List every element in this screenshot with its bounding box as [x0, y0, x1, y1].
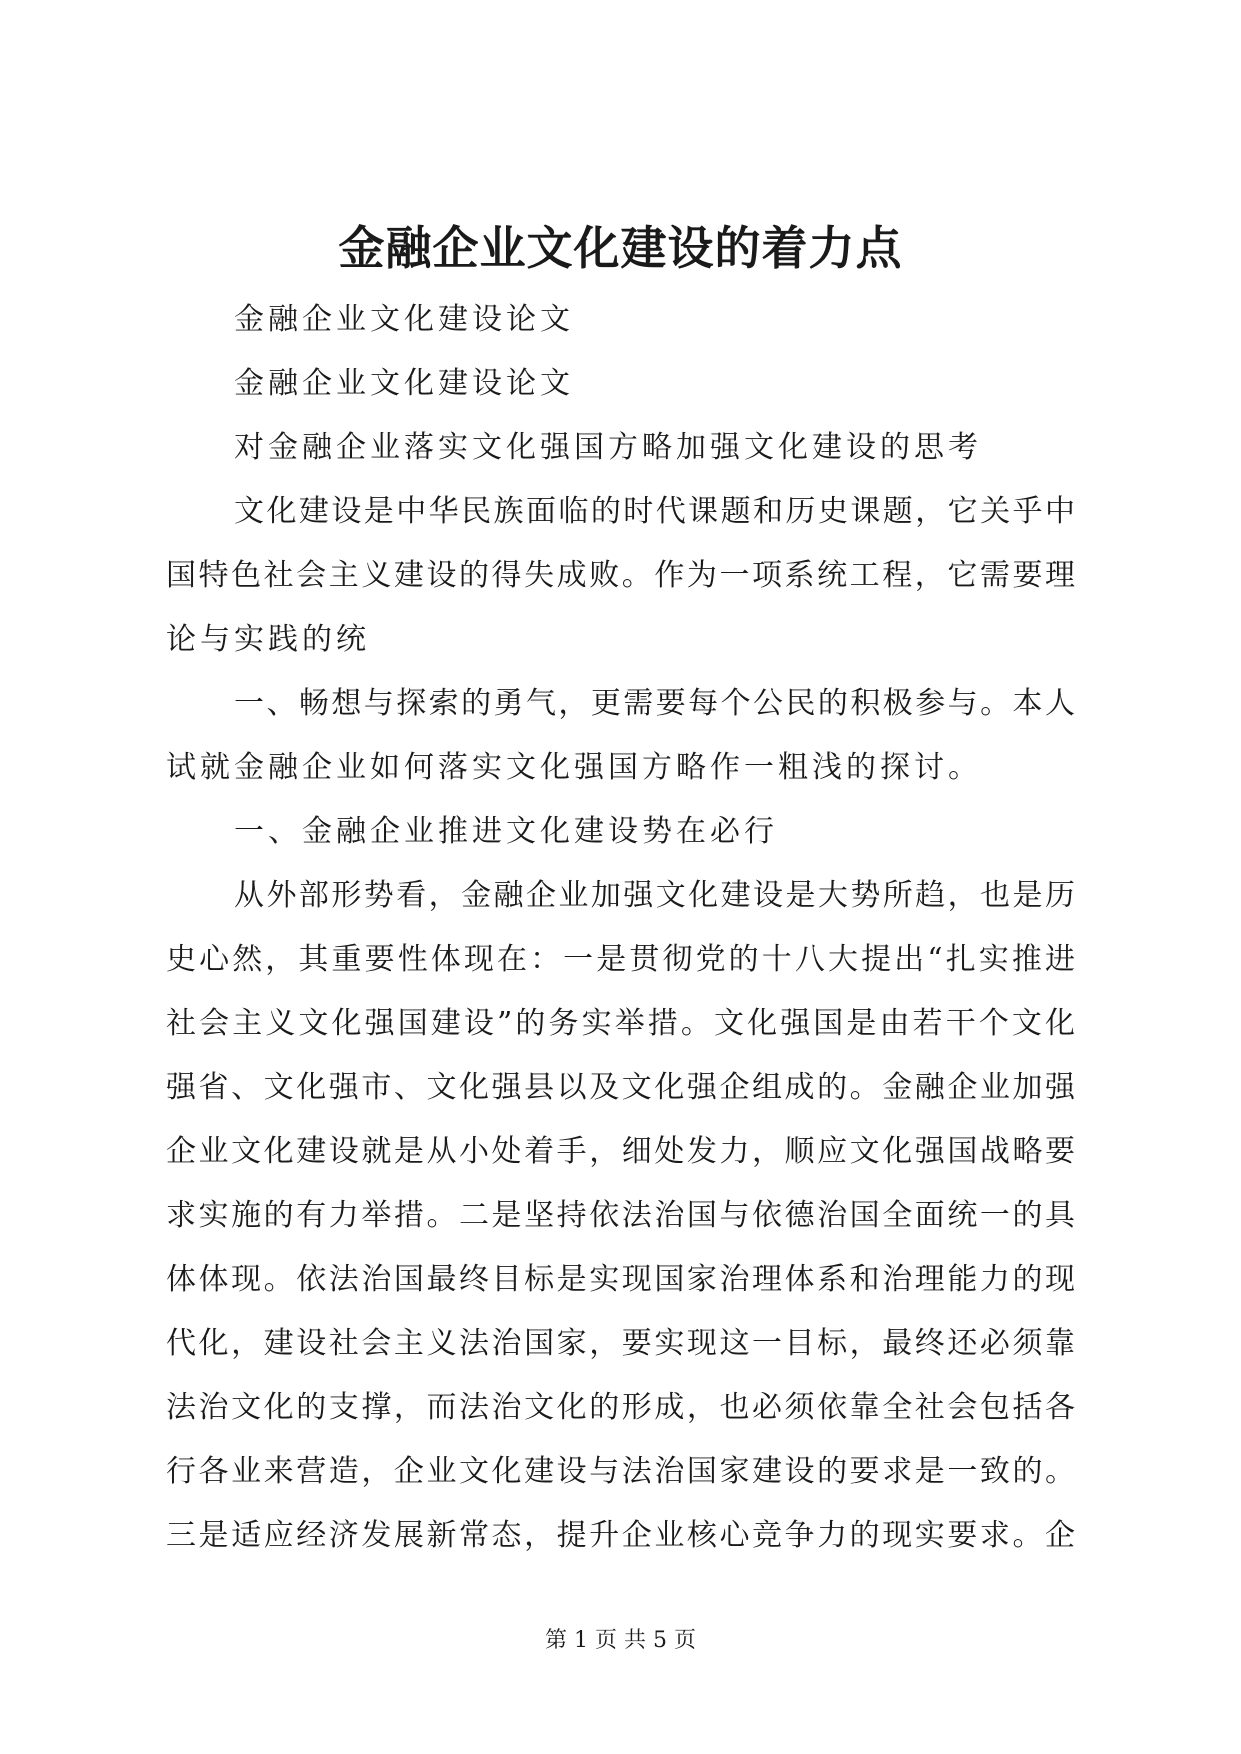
- paragraph-line: 体体现。依法治国最终目标是实现国家治理体系和治理能力的现: [166, 1262, 1075, 1297]
- paragraph-line: 从外部形势看，金融企业加强文化建设是大势所趋，也是历: [234, 878, 1075, 913]
- paragraph-line: 一、畅想与探索的勇气，更需要每个公民的积极参与。本人: [234, 686, 1075, 721]
- document-body: [166, 288, 1075, 1568]
- paragraph-line: 史心然，其重要性体现在：一是贯彻党的十八大提出“扎实推进: [166, 942, 1075, 977]
- paragraph-line: 文化建设是中华民族面临的时代课题和历史课题，它关乎中: [234, 494, 1075, 529]
- paragraph-line: 试就金融企业如何落实文化强国方略作一粗浅的探讨。: [166, 750, 982, 785]
- paragraph-line: 金融企业文化建设论文: [234, 366, 574, 401]
- page-number-footer: 第 1 页 共 5 页: [545, 1628, 696, 1653]
- paragraph-line: 对金融企业落实文化强国方略加强文化建设的思考: [234, 430, 982, 465]
- paragraph-line: 一、金融企业推进文化建设势在必行: [234, 814, 778, 849]
- paragraph-line: 企业文化建设就是从小处着手，细处发力，顺应文化强国战略要: [166, 1134, 1075, 1169]
- paragraph-line: 法治文化的支撑，而法治文化的形成，也必须依靠全社会包括各: [166, 1390, 1075, 1425]
- paragraph-line: 社会主义文化强国建设”的务实举措。文化强国是由若干个文化: [166, 1006, 1075, 1041]
- paragraph-line: 金融企业文化建设论文: [234, 302, 574, 337]
- paragraph-line: 强省、文化强市、文化强县以及文化强企组成的。金融企业加强: [166, 1070, 1075, 1105]
- paragraph-line: 求实施的有力举措。二是坚持依法治国与依德治国全面统一的具: [166, 1198, 1075, 1233]
- paragraph-line: 行各业来营造，企业文化建设与法治国家建设的要求是一致的。: [166, 1454, 1075, 1489]
- paragraph-line: 代化，建设社会主义法治国家，要实现这一目标，最终还必须靠: [166, 1326, 1075, 1361]
- document-title: 金融企业文化建设的着力点: [338, 221, 903, 275]
- paragraph-line: 论与实践的统: [166, 622, 370, 657]
- paragraph-line: 国特色社会主义建设的得失成败。作为一项系统工程，它需要理: [166, 558, 1075, 593]
- paragraph-line: 三是适应经济发展新常态，提升企业核心竞争力的现实要求。企: [166, 1518, 1075, 1553]
